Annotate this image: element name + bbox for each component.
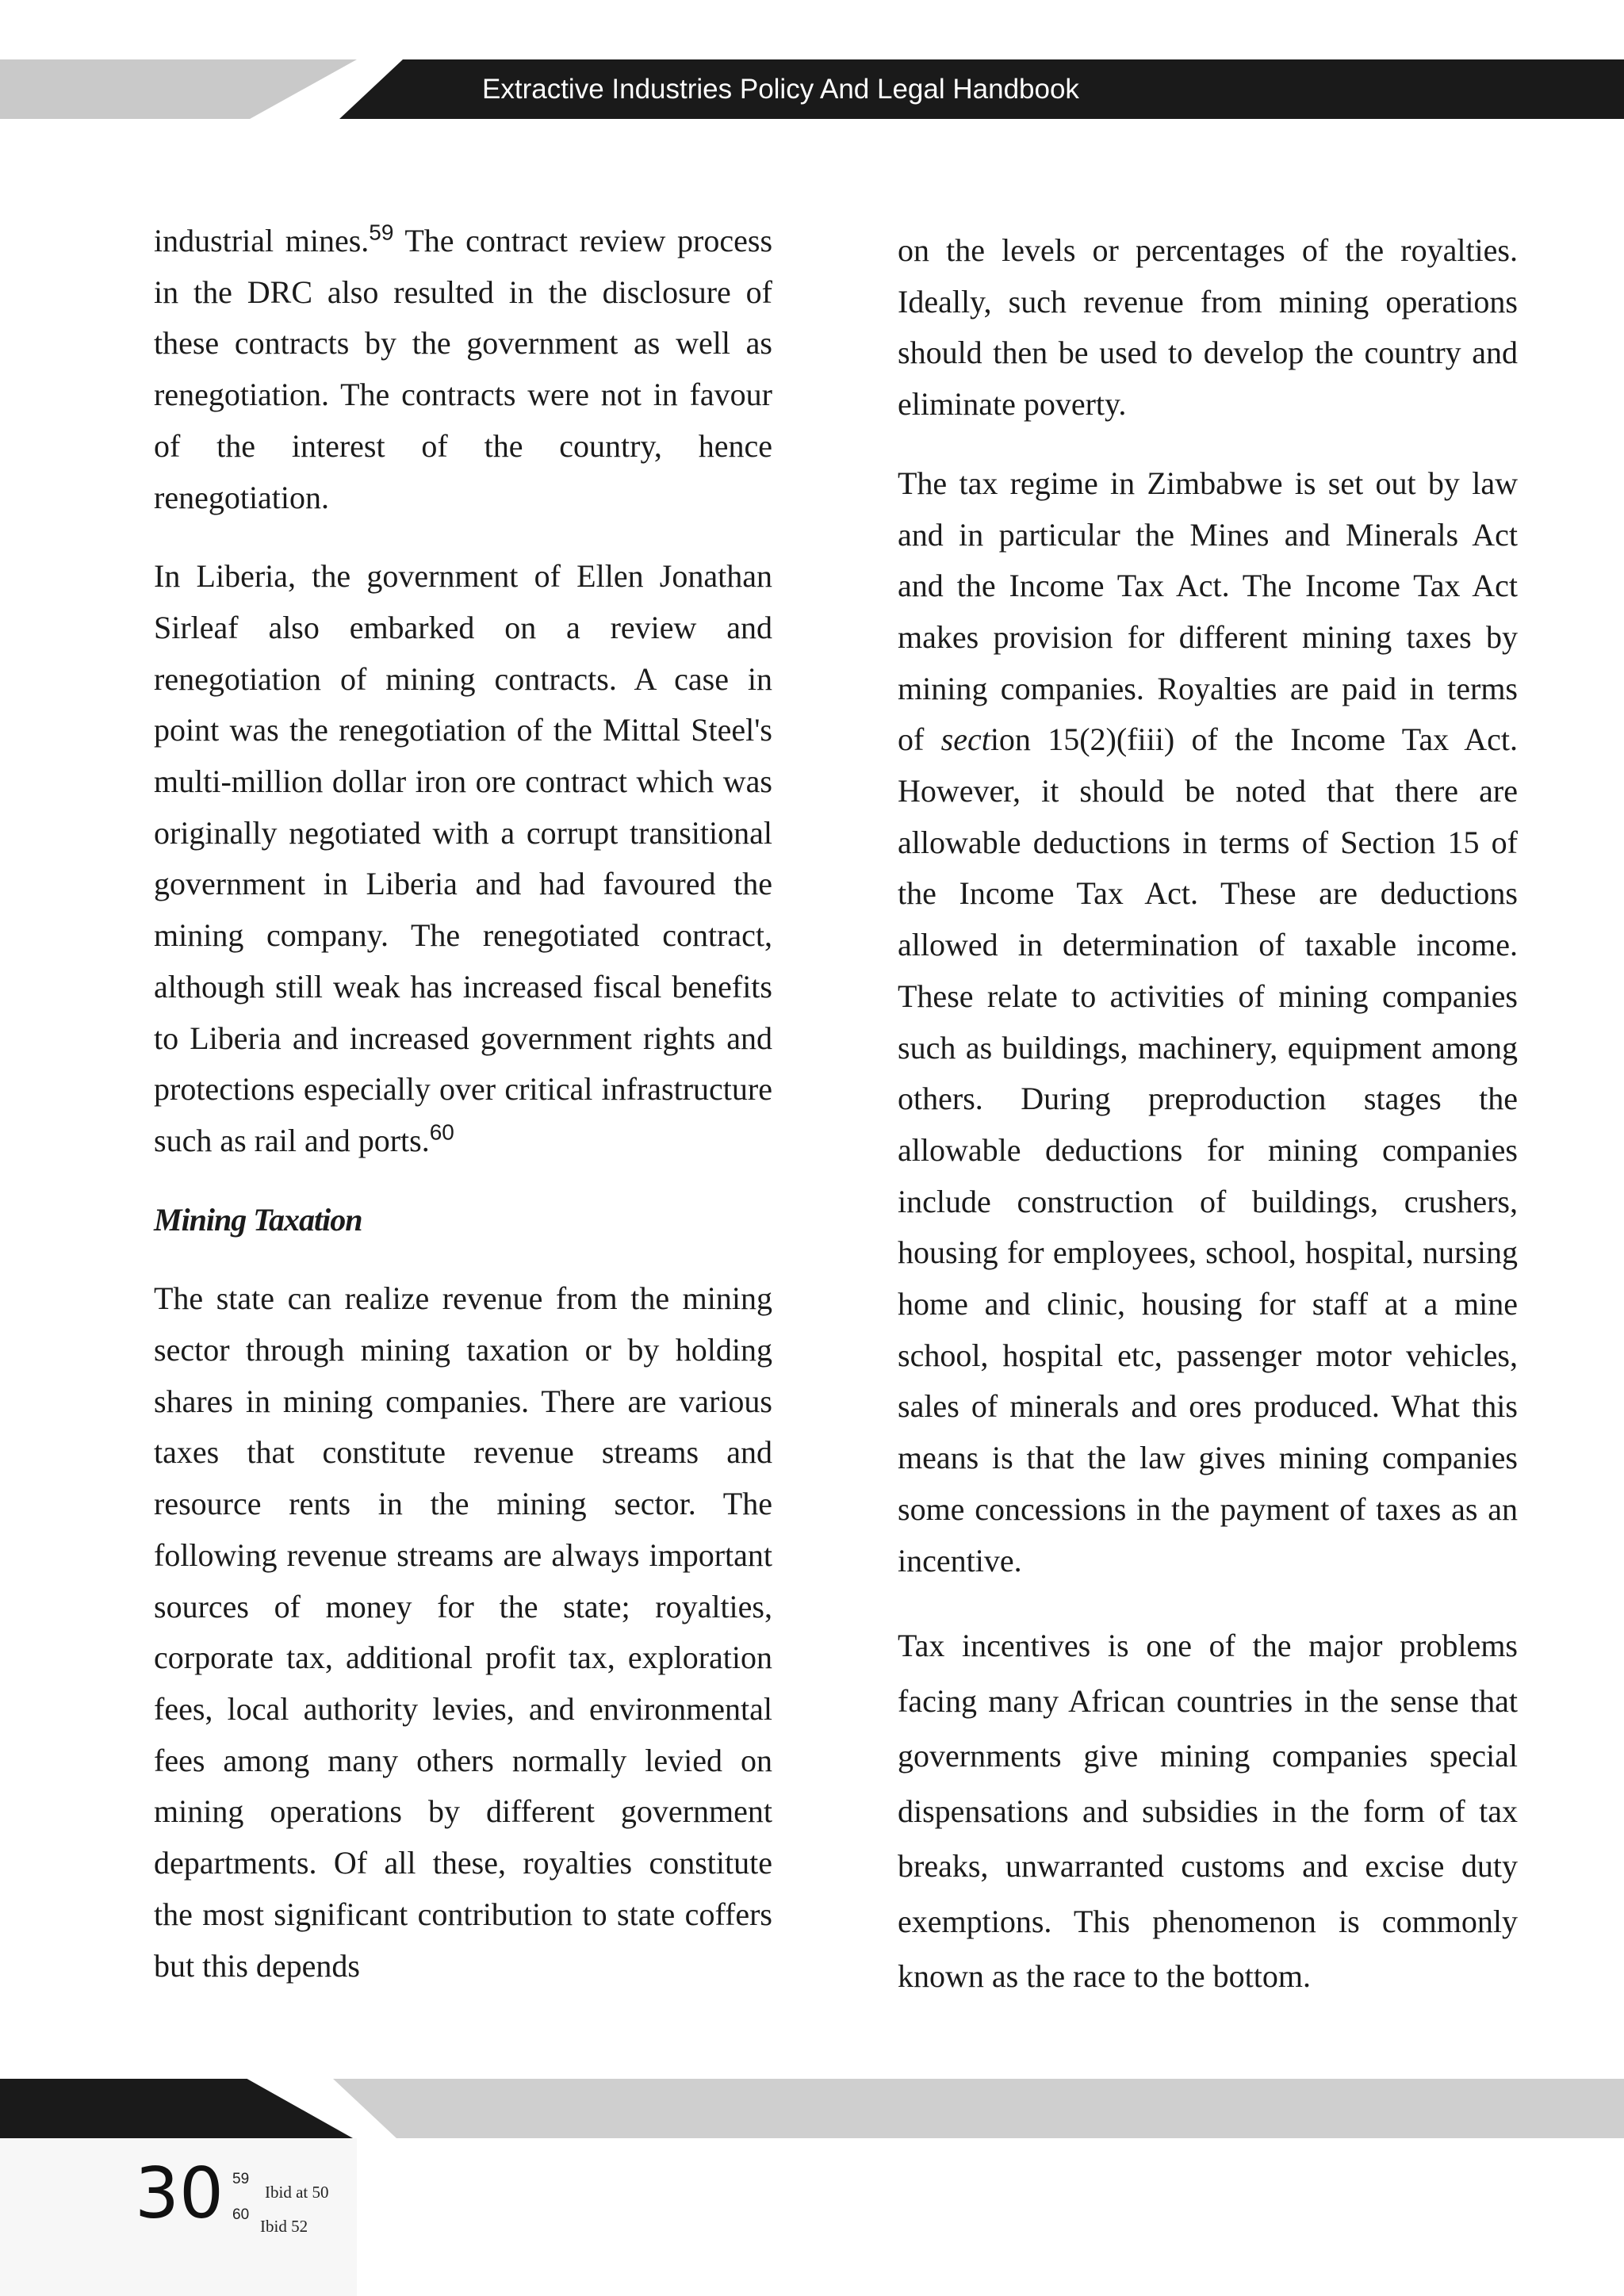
footnote-text-59: Ibid at 50 [265,2183,329,2202]
left-paragraph-2-text: In Liberia, the government of Ellen Jonathan Sirleaf also embarked on a review and renegotiation of mining contracts. A case in point was the renegotiation of the Mittal Steel's multi-million dollar iron ore contract which was originally negotiated with a corrupt transitional government in Liberia and had favoured the mining company. The renegotiated contract, although still weak has increased fiscal benefits to Liberia and increased government rights and protections especially over critical infrastructure such as rail and ports. [154,558,772,1158]
footnote-ref-60: 60 [429,1119,454,1145]
left-paragraph-1-text-b: The contract review process in the DRC also resulted in the disclosure of these contracts by the government as well as renegotiation. The contracts were not in favour of the interest of the country, hence renegotiation. [154,223,773,515]
footnote-text-60: Ibid 52 [260,2217,308,2236]
right-paragraph-3: Tax incentives is one of the major problems facing many African countries in the sense that governments give mining companies special dispensations and subsidies in the form of tax breaks, unwarranted customs and excise duty exemptions. This phenomenon is commonly known as the race to the bottom. [898,1628,1518,1995]
right-column [898,225,1518,2004]
footnote-ref-59: 59 [369,220,394,245]
right-paragraph-2-text-b: ion 15(2)(fiii) of the Income Tax Act. However, it should be noted that there are allowable deductions in terms of Section 15 of the Income Tax Act. These are deductions allowed in determination of taxable income. These relate to activities of mining companies such as buildings, machinery, equipment among others. During preproduction stages the allowable deductions for mining companies include construction of buildings, crushers, housing for employees, school, hospital, nursing home and clinic, housing for staff at a mine school, hospital etc, passenger motor vehicles, sales of minerals and ores produced. What this means is that the law gives mining companies some concessions in the payment of taxes as an incentive. [898,721,1518,1578]
footer-grey-band [333,2079,1624,2138]
footnote-mark-60: 60 [232,2206,250,2223]
right-paragraph-2 [898,458,1518,1586]
footer-black-band [0,2079,353,2138]
left-paragraph-1 [154,216,772,523]
page-number: 30 [135,2152,224,2234]
left-paragraph-1-text-a: industrial mines. [154,223,370,258]
section-heading-mining-taxation: Mining Taxation [154,1201,362,1238]
header-title: Extractive Industries Policy And Legal Handbook [482,74,1079,105]
header-grey-band [0,59,357,119]
left-paragraph-2 [154,551,772,1166]
footnote-mark-59: 59 [232,2171,250,2187]
right-paragraph-1: on the levels or percentages of the royalties. Ideally, such revenue from mining operations should then be used to develop the country and eliminate poverty. [898,232,1518,423]
right-paragraph-2-italic: sect [940,721,990,758]
left-column [154,216,772,1992]
right-paragraph-2-text-a: The tax regime in Zimbabwe is set out by law and in particular the Mines and Minerals Act and the Income Tax Act. The Income Tax Act makes provision for different mining taxes by mining companies. Royalties are paid in terms of [898,465,1518,758]
left-paragraph-3: The state can realize revenue from the mining sector through mining taxation or by holding shares in mining companies. There are various taxes that constitute revenue streams and resource rents in the mining sector. The following revenue streams are always important sources of money for the state; royalties, corporate tax, additional profit tax, exploration fees, local authority levies, and environmental fees among many others normally levied on mining operations by different government departments. Of all these, royalties constitute the most significant contribution to state coffers but this depends [154,1280,772,1984]
